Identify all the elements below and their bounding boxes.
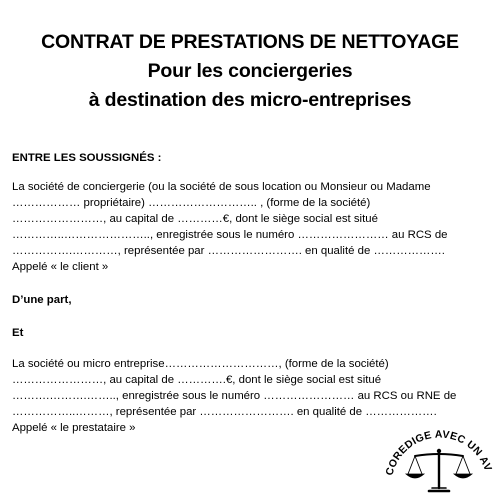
client-line-6: Appelé « le client »: [12, 260, 109, 273]
client-line-5: …………….…………, représentée par ……………………. en qualité de ……………….: [12, 244, 445, 257]
document-title: [0, 28, 500, 115]
provider-line-3: ……….……….…….., enregistrée sous le numéro …………………… au RCS ou RNE de: [12, 389, 457, 402]
client-line-4: …………..………………….., enregistrée sous le numéro …………………… au RCS de: [12, 228, 448, 241]
title-line-2: Pour les conciergeries: [147, 60, 353, 82]
client-line-2: ……………… propriétaire) ……………………….. , (forme de la société): [12, 196, 371, 209]
scales-of-justice-icon: [382, 408, 494, 498]
and-label: Et: [12, 327, 24, 339]
provider-line-5: Appelé « le prestataire »: [12, 421, 136, 434]
first-part-label: D’une part,: [12, 294, 72, 306]
seal-text: COREDIGE AVEC UN AV: [383, 428, 494, 477]
client-paragraph: [12, 180, 492, 275]
provider-line-1: La société ou micro entreprise…………………………, (forme de la société): [12, 358, 389, 370]
client-line-1: La société de conciergerie (ou la société de sous location ou Monsieur ou Madame: [12, 181, 431, 193]
client-line-3: ……………………, au capital de …………€, dont le siège social est situé: [12, 212, 378, 225]
parties-heading: ENTRE LES SOUSSIGNÉS :: [12, 152, 162, 164]
title-line-3: à destination des micro-entreprises: [88, 89, 412, 111]
provider-line-4: ……………..………, représentée par ……………………. en qualité de ……………….: [12, 405, 437, 418]
provider-line-2: ……………………, au capital de ………….€, dont le siège social est situé: [12, 373, 382, 386]
title-line-1: CONTRAT DE PRESTATIONS DE NETTOYAGE: [41, 31, 459, 53]
lawyer-seal: [382, 408, 494, 498]
